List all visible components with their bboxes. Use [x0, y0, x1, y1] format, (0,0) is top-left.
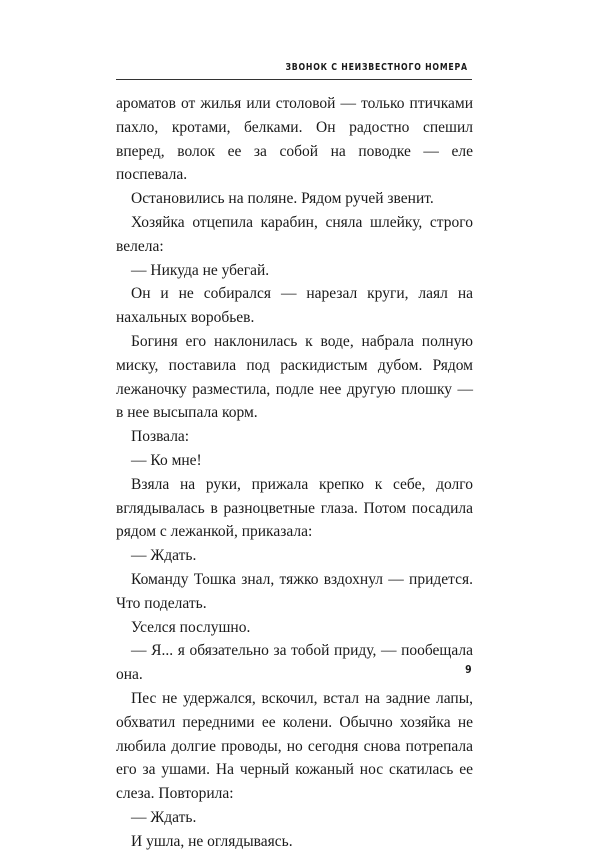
paragraph-6: Богиня его наклонилась к воде, набрала полную миску, поставила под раскидистым дубом. Рядом лежаночку разместила, подле нее другую плошку — в нее высыпала корм.: [116, 332, 473, 422]
header-rule: [116, 79, 472, 80]
paragraph-9: Взяла на руки, прижала крепко к себе, долго вглядывалась в разноцветные глаза. Потом посадила рядом с лежанкой, приказала:: [116, 475, 473, 541]
paragraph-14: Пес не удержался, вскочил, встал на задние лапы, обхватил передними ее колени. Обычно хозяйка не любила долгие проводы, но сегодня снова потрепала его за ушами. На черный кожаный нос скатилась ее слеза. Повторила:: [116, 689, 473, 803]
paragraph-5: Он и не собирался — нарезал круги, лаял на нахальных воробьев.: [116, 285, 473, 327]
paragraph-4: — Никуда не убегай.: [131, 261, 270, 279]
paragraph-12: Уселся послушно.: [131, 618, 251, 636]
paragraph-7: Позвала:: [131, 428, 190, 446]
paragraph-16: И ушла, не оглядываясь.: [131, 832, 293, 850]
paragraph-8: — Ко мне!: [131, 451, 202, 469]
paragraph-15: — Ждать.: [131, 808, 197, 826]
running-head-title: ЗВОНОК С НЕИЗВЕСТНОГО НОМЕРА: [285, 62, 468, 73]
paragraph-10: — Ждать.: [131, 547, 197, 565]
page-number: 9: [465, 663, 472, 676]
paragraph-13: — Я... я обязательно за тобой приду, — пообещала она.: [116, 642, 473, 684]
body-text: [116, 92, 473, 854]
paragraph-11: Команду Тошка знал, тяжко вздохнул — придется. Что поделать.: [116, 570, 473, 612]
paragraph-3: Хозяйка отцепила карабин, сняла шлейку, строго велела:: [116, 213, 473, 255]
paragraph-1: ароматов от жилья или столовой — только птичками пахло, кротами, белками. Он радостно спешил вперед, волок ее за собой на поводке — еле поспевала.: [116, 95, 473, 184]
paragraph-2: Остановились на поляне. Рядом ручей звенит.: [131, 190, 434, 208]
